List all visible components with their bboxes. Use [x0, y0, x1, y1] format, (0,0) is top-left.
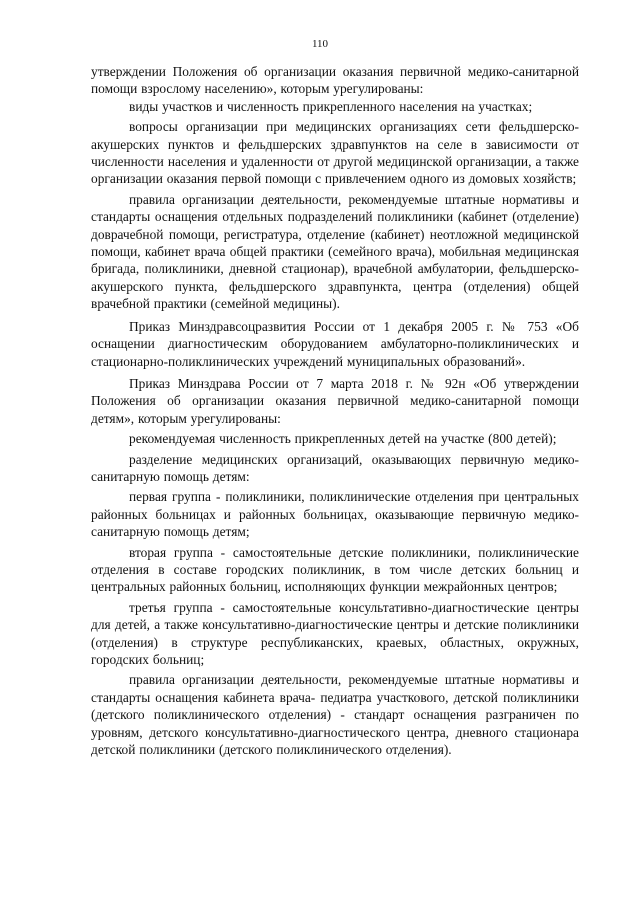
page-number: 110	[311, 38, 329, 50]
paragraph-list-item: виды участков и численность прикрепленного населения на участках;	[129, 98, 533, 114]
paragraph-list-item: правила организации деятельности, рекомендуемые штатные нормативы и стандарты оснащения кабинета врача- педиатра участкового, детской поликлиники (детского поликлинического отделения) - стандарт оснащения разграничен по уровням, детского консультативно-диагностического центра, дневного стационара детской поликлиники (детского поликлинического отделения).	[91, 672, 579, 758]
paragraph-order-753: Приказ Минздравсоцразвития России от 1 декабря 2005 г. № 753 «Об оснащении диагностическим оборудованием амбулаторно-поликлинических и стационарно-поликлинических учреждений муниципальных образований».	[91, 318, 579, 369]
paragraph-continuation: утверждении Положения об организации оказания первичной медико-санитарной помощи взрослому населению», которым урегулированы:	[91, 64, 579, 97]
paragraph-list-item: третья группа - самостоятельные консультативно-диагностические центры для детей, а также консультативно-диагностические центры и детские поликлиники (отделения) в структуре республиканских, краевых, областных, окружных, городских больниц;	[91, 599, 579, 667]
paragraph-list-item: первая группа - поликлиники, поликлинические отделения при центральных районных больницах и районных больницах, оказывающие первичную медико-санитарную помощь детям;	[91, 489, 579, 540]
paragraph-list-item: правила организации деятельности, рекомендуемые штатные нормативы и стандарты оснащения отдельных подразделений поликлиники (кабинет (отделение) доврачебной помощи, регистратура, отделение (кабинет) неотложной медицинской помощи, кабинет врача общей практики (семейного врача), мобильная медицинская бригада, поликлиники, дневной стационар), врачебной амбулатории, фельдшерско-акушерского пункта, фельдшерского здравпункта, центра (отделения) общей врачебной практики (семейной медицины).	[91, 191, 579, 312]
paragraph-order-92n: Приказ Минздрава России от 7 марта 2018 г. № 92н «Об утверждении Положения об организации оказания первичной медико-санитарной помощи детям», которым урегулированы:	[91, 375, 579, 426]
paragraph-list-item: вопросы организации при медицинских организациях сети фельдшерско-акушерских пунктов и фельдшерских здравпунктов на селе в зависимости от численности населения и удаленности от другой медицинской организации, а также организации оказания первой помощи с привлечением одного из домовых хозяйств;	[91, 119, 579, 187]
document-body	[91, 63, 579, 758]
paragraph-list-item: разделение медицинских организаций, оказывающих первичную медико-санитарную помощь детям:	[91, 451, 579, 484]
paragraph-list-item: рекомендуемая численность прикрепленных детей на участке (800 детей);	[129, 431, 557, 447]
paragraph-list-item: вторая группа - самостоятельные детские поликлиники, поликлинические отделения в составе городских поликлиник, в том числе детских больниц и центральных районных больниц, исполняющих функции межрайонных центров;	[91, 544, 579, 595]
